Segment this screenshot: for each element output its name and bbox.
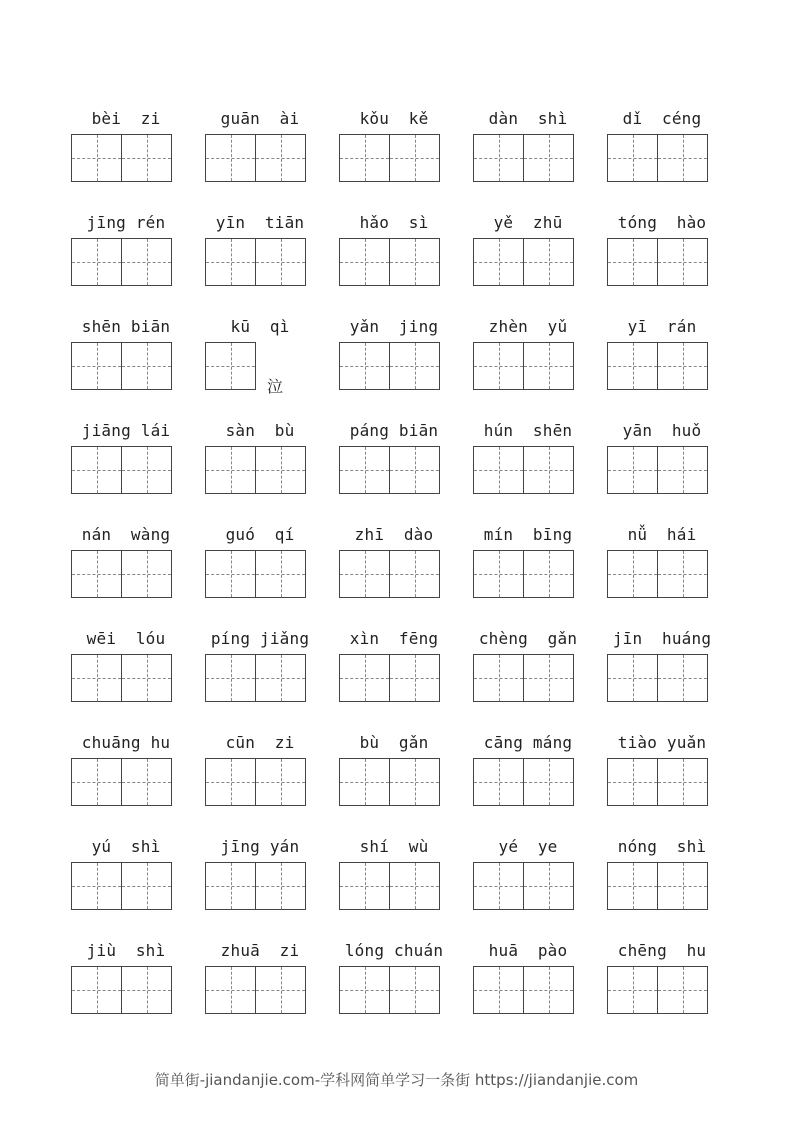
pinyin-label: yú shì [91, 837, 161, 856]
tian-zi-box[interactable] [607, 134, 658, 182]
tian-zi-box[interactable] [657, 134, 708, 182]
pinyin-label: jīng yán [220, 837, 300, 856]
pinyin-label: lóng chuán [344, 941, 444, 960]
tian-zi-box[interactable] [205, 446, 256, 494]
tian-zi-box[interactable] [473, 446, 524, 494]
pinyin-label: yīn tiān [215, 213, 305, 232]
word-item [71, 940, 205, 1040]
pinyin-label: huā pào [488, 941, 568, 960]
tian-zi-box[interactable] [523, 966, 574, 1014]
writing-boxes [339, 446, 440, 494]
tian-zi-box[interactable] [339, 342, 390, 390]
word-item [71, 212, 205, 312]
writing-boxes [339, 550, 440, 598]
tian-zi-box[interactable] [205, 238, 256, 286]
word-item [339, 524, 473, 624]
tian-zi-box[interactable] [657, 966, 708, 1014]
tian-zi-box[interactable] [121, 654, 172, 702]
word-item [71, 628, 205, 728]
word-item [339, 940, 473, 1040]
writing-boxes [205, 966, 306, 1014]
writing-boxes [473, 654, 574, 702]
pinyin-label: kǒu kě [359, 109, 429, 128]
pinyin-label: páng biān [349, 421, 439, 440]
tian-zi-box[interactable] [657, 238, 708, 286]
word-item [607, 524, 741, 624]
pinyin-label: nǚ hái [627, 525, 697, 544]
tian-zi-box[interactable] [205, 862, 256, 910]
word-item [71, 108, 205, 208]
tian-zi-box[interactable] [607, 550, 658, 598]
tian-zi-box[interactable] [657, 758, 708, 806]
tian-zi-box[interactable] [607, 654, 658, 702]
writing-boxes [339, 238, 440, 286]
tian-zi-box[interactable] [71, 342, 122, 390]
word-item [473, 108, 607, 208]
tian-zi-box[interactable] [71, 550, 122, 598]
word-item [607, 628, 741, 728]
writing-boxes [339, 654, 440, 702]
word-item [339, 628, 473, 728]
tian-zi-box[interactable] [71, 966, 122, 1014]
writing-boxes [71, 342, 172, 390]
writing-boxes [339, 862, 440, 910]
writing-boxes [71, 966, 172, 1014]
word-item [339, 316, 473, 416]
writing-boxes [71, 134, 172, 182]
pinyin-label: jiù shì [86, 941, 166, 960]
tian-zi-box[interactable] [389, 342, 440, 390]
tian-zi-box[interactable] [255, 862, 306, 910]
writing-boxes [473, 342, 574, 390]
tian-zi-box[interactable] [71, 654, 122, 702]
pinyin-label: shí wù [359, 837, 429, 856]
pinyin-label: yé ye [498, 837, 558, 856]
pinyin-label: shēn biān [81, 317, 171, 336]
word-item [607, 212, 741, 312]
writing-boxes [607, 342, 708, 390]
tian-zi-box[interactable] [339, 966, 390, 1014]
writing-boxes [205, 654, 306, 702]
writing-boxes [473, 550, 574, 598]
tian-zi-box[interactable] [523, 862, 574, 910]
word-item [607, 316, 741, 416]
word-item [71, 420, 205, 520]
tian-zi-box[interactable] [205, 758, 256, 806]
writing-boxes [339, 966, 440, 1014]
writing-boxes [607, 966, 708, 1014]
tian-zi-box[interactable] [339, 134, 390, 182]
word-item [607, 836, 741, 936]
writing-boxes [71, 862, 172, 910]
tian-zi-box[interactable] [389, 862, 440, 910]
footer-watermark: 简单街-jiandanjie.com-学科网简单学习一条街 https://jiandanjie.com [154, 1071, 639, 1089]
pinyin-label: chēng hu [617, 941, 707, 960]
writing-boxes [607, 446, 708, 494]
tian-zi-box[interactable] [523, 134, 574, 182]
tian-zi-box[interactable] [607, 862, 658, 910]
writing-boxes [71, 654, 172, 702]
tian-zi-box[interactable] [473, 654, 524, 702]
tian-zi-box[interactable] [121, 238, 172, 286]
tian-zi-box[interactable] [389, 758, 440, 806]
tian-zi-box[interactable] [657, 550, 708, 598]
tian-zi-box[interactable] [121, 134, 172, 182]
writing-boxes [607, 134, 708, 182]
writing-boxes [473, 446, 574, 494]
tian-zi-box[interactable] [473, 342, 524, 390]
writing-boxes [205, 550, 306, 598]
pinyin-label: jīn huáng [612, 629, 712, 648]
tian-zi-box[interactable] [71, 238, 122, 286]
tian-zi-box[interactable] [339, 550, 390, 598]
pinyin-label: nóng shì [617, 837, 707, 856]
word-item [607, 108, 741, 208]
tian-zi-box[interactable] [339, 238, 390, 286]
pinyin-label: chèng gǎn [478, 629, 578, 648]
tian-zi-box[interactable] [473, 758, 524, 806]
word-item [205, 316, 339, 416]
tian-zi-box[interactable] [339, 758, 390, 806]
word-item [205, 732, 339, 832]
word-item [71, 524, 205, 624]
tian-zi-box[interactable] [205, 134, 256, 182]
word-item [473, 628, 607, 728]
writing-boxes [607, 862, 708, 910]
word-item [339, 836, 473, 936]
pinyin-label: tiào yuǎn [617, 733, 707, 752]
word-item [205, 628, 339, 728]
pinyin-label: tóng hào [617, 213, 707, 232]
pinyin-label: jīng rén [86, 213, 166, 232]
tian-zi-box[interactable] [205, 966, 256, 1014]
tian-zi-box[interactable] [121, 342, 172, 390]
word-item [607, 420, 741, 520]
tian-zi-box[interactable] [71, 862, 122, 910]
writing-boxes [607, 550, 708, 598]
tian-zi-box[interactable] [205, 342, 256, 390]
tian-zi-box[interactable] [71, 134, 122, 182]
tian-zi-box[interactable] [607, 342, 658, 390]
pinyin-label: sàn bù [225, 421, 295, 440]
pinyin-label: jiāng lái [81, 421, 171, 440]
writing-boxes [205, 342, 256, 390]
pinyin-label: zhuā zi [220, 941, 300, 960]
tian-zi-box[interactable] [389, 238, 440, 286]
tian-zi-box[interactable] [255, 966, 306, 1014]
tian-zi-box[interactable] [121, 758, 172, 806]
tian-zi-box[interactable] [121, 862, 172, 910]
tian-zi-box[interactable] [339, 654, 390, 702]
writing-boxes [205, 758, 306, 806]
pinyin-label: guó qí [225, 525, 295, 544]
writing-boxes [71, 446, 172, 494]
pinyin-label: dàn shì [488, 109, 568, 128]
printed-character: 泣 [267, 377, 284, 396]
word-item [205, 940, 339, 1040]
pinyin-label: chuāng hu [81, 733, 171, 752]
pinyin-label: zhèn yǔ [488, 317, 568, 336]
word-item [205, 836, 339, 936]
tian-zi-box[interactable] [255, 238, 306, 286]
word-item [607, 732, 741, 832]
tian-zi-box[interactable] [657, 862, 708, 910]
word-item [339, 108, 473, 208]
tian-zi-box[interactable] [389, 966, 440, 1014]
writing-boxes [473, 134, 574, 182]
word-item [205, 212, 339, 312]
writing-boxes [339, 758, 440, 806]
word-item [205, 420, 339, 520]
word-item [473, 732, 607, 832]
tian-zi-box[interactable] [523, 550, 574, 598]
writing-boxes [71, 758, 172, 806]
tian-zi-box[interactable] [121, 446, 172, 494]
word-item [71, 316, 205, 416]
tian-zi-box[interactable] [389, 134, 440, 182]
writing-boxes [205, 862, 306, 910]
word-item [205, 524, 339, 624]
tian-zi-box[interactable] [255, 550, 306, 598]
word-item [473, 420, 607, 520]
tian-zi-box[interactable] [473, 550, 524, 598]
tian-zi-box[interactable] [205, 550, 256, 598]
pinyin-label: wēi lóu [86, 629, 166, 648]
writing-boxes [205, 446, 306, 494]
tian-zi-box[interactable] [473, 862, 524, 910]
writing-boxes [71, 550, 172, 598]
writing-boxes [473, 758, 574, 806]
pinyin-label: yī rán [627, 317, 697, 336]
pinyin-label: bù gǎn [359, 733, 429, 752]
tian-zi-box[interactable] [389, 550, 440, 598]
writing-boxes [473, 238, 574, 286]
pinyin-label: dǐ céng [622, 109, 702, 128]
pinyin-label: yān huǒ [622, 421, 702, 440]
pinyin-label: zhī dào [354, 525, 434, 544]
writing-boxes [607, 238, 708, 286]
tian-zi-box[interactable] [121, 966, 172, 1014]
word-item [339, 212, 473, 312]
pinyin-label: mín bīng [483, 525, 573, 544]
tian-zi-box[interactable] [523, 238, 574, 286]
tian-zi-box[interactable] [657, 342, 708, 390]
pinyin-label: nán wàng [81, 525, 171, 544]
pinyin-label: cūn zi [225, 733, 295, 752]
pinyin-label: hún shēn [483, 421, 573, 440]
tian-zi-box[interactable] [657, 654, 708, 702]
word-item [339, 732, 473, 832]
tian-zi-box[interactable] [523, 446, 574, 494]
writing-boxes [607, 758, 708, 806]
tian-zi-box[interactable] [473, 134, 524, 182]
writing-boxes [473, 862, 574, 910]
word-item [205, 108, 339, 208]
pinyin-label: bèi zi [91, 109, 161, 128]
tian-zi-box[interactable] [71, 758, 122, 806]
pinyin-label: yě zhū [493, 213, 563, 232]
tian-zi-box[interactable] [523, 342, 574, 390]
tian-zi-box[interactable] [255, 134, 306, 182]
tian-zi-box[interactable] [523, 654, 574, 702]
tian-zi-box[interactable] [255, 446, 306, 494]
tian-zi-box[interactable] [657, 446, 708, 494]
tian-zi-box[interactable] [389, 654, 440, 702]
word-item [71, 732, 205, 832]
word-item [339, 420, 473, 520]
writing-boxes [71, 238, 172, 286]
tian-zi-box[interactable] [523, 758, 574, 806]
tian-zi-box[interactable] [607, 966, 658, 1014]
tian-zi-box[interactable] [339, 862, 390, 910]
tian-zi-box[interactable] [473, 966, 524, 1014]
word-item [473, 524, 607, 624]
writing-boxes [607, 654, 708, 702]
tian-zi-box[interactable] [255, 654, 306, 702]
word-item [71, 836, 205, 936]
writing-boxes [205, 238, 306, 286]
pinyin-label: guān ài [220, 109, 300, 128]
pinyin-label: yǎn jing [349, 317, 439, 336]
pinyin-label: hǎo sì [359, 213, 429, 232]
tian-zi-box[interactable] [607, 446, 658, 494]
word-item [473, 940, 607, 1040]
writing-boxes [339, 134, 440, 182]
writing-boxes [339, 342, 440, 390]
tian-zi-box[interactable] [473, 238, 524, 286]
tian-zi-box[interactable] [339, 446, 390, 494]
tian-zi-box[interactable] [607, 238, 658, 286]
word-item [473, 836, 607, 936]
word-item [607, 940, 741, 1040]
word-item [473, 212, 607, 312]
tian-zi-box[interactable] [255, 758, 306, 806]
pinyin-label: kū qì [230, 317, 290, 336]
pinyin-label: píng jiǎng [210, 629, 310, 648]
writing-boxes [205, 134, 306, 182]
tian-zi-box[interactable] [205, 654, 256, 702]
writing-boxes [473, 966, 574, 1014]
tian-zi-box[interactable] [607, 758, 658, 806]
pinyin-label: cāng máng [483, 733, 573, 752]
pinyin-label: xìn fēng [349, 629, 439, 648]
word-item [473, 316, 607, 416]
tian-zi-box[interactable] [71, 446, 122, 494]
tian-zi-box[interactable] [389, 446, 440, 494]
tian-zi-box[interactable] [121, 550, 172, 598]
